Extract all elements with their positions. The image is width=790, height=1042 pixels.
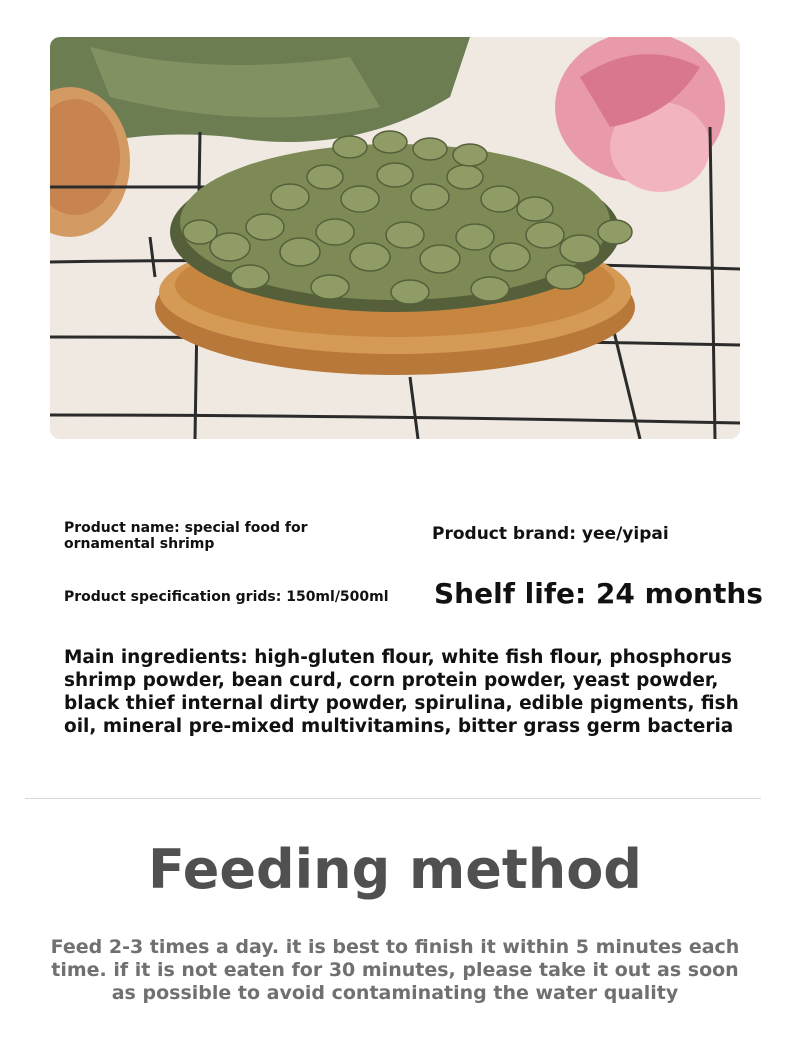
main-ingredients-text: Main ingredients: high-gluten flour, white fish flour, phosphorus shrimp powder, bean curd, corn protein powder, yeast powder, black thief internal dirty powder, spirulina, edible pigments, fish oil, mineral pre-mixed multivitamins, bitter grass germ bacteria: [64, 647, 739, 737]
product-specification-text: Product specification grids: 150ml/500ml: [64, 589, 389, 605]
shrimp-food-photo-illustration: [50, 37, 740, 439]
feeding-method-description: Feed 2-3 times a day. it is best to finish it within 5 minutes each time. if it is not eaten for 30 minutes, please take it out as soon as possible to avoid contaminating the water quality: [50, 936, 740, 1004]
shelf-life-text: Shelf life: 24 months: [434, 577, 763, 610]
product-name-text: Product name: special food for ornamental shrimp: [64, 520, 308, 552]
feeding-method-heading: Feeding method: [148, 838, 642, 901]
product-photo: [50, 37, 740, 439]
product-brand-text: Product brand: yee/yipai: [432, 524, 669, 544]
section-divider: [25, 798, 761, 799]
